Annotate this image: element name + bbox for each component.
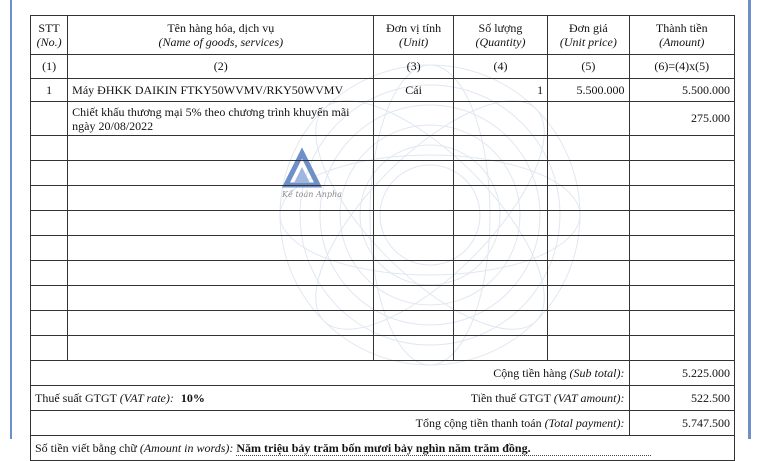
item-amount: 5.500.000 [629,79,734,102]
item-qty: 1 [453,79,547,102]
index-cell: (2) [68,55,374,79]
item-name: Máy ĐHKK DAIKIN FTKY50WVMV/RKY50WVMV [68,79,374,102]
index-cell: (1) [31,55,68,79]
subtotal-label [31,361,630,386]
item-amount: 275.000 [629,102,734,136]
vat-amount-value: 522.500 [629,386,734,411]
right-border [748,0,751,439]
col-stt-label-en: (No.) [36,35,62,49]
index-cell: (5) [548,55,629,79]
index-cell: (6)=(4)x(5) [629,55,734,79]
index-row [31,55,735,79]
vat-amount-label: Tiền thuế GTGT [470,390,551,405]
col-amount-label: Thành tiền [655,21,708,35]
col-price-label: Đơn giá [569,21,608,35]
subtotal-label-vi: Cộng tiền hàng [493,365,567,380]
col-goods [68,16,374,55]
col-price [548,16,629,55]
words-label: Số tiền viết bằng chữ [35,440,137,455]
col-goods-label: Tên hàng hóa, dịch vụ [167,21,275,35]
col-amount-label-en: (Amount) [659,35,705,49]
item-price: 5.500.000 [548,79,629,102]
empty-row [31,261,735,286]
header-row [31,16,735,55]
empty-row [31,336,735,361]
empty-row [31,186,735,211]
col-qty [453,16,547,55]
total-value: 5.747.500 [629,411,734,436]
total-label [31,411,630,436]
index-cell: (3) [374,55,453,79]
col-unit-label: Đơn vị tính [386,21,442,35]
empty-row [31,286,735,311]
col-stt [31,16,68,55]
subtotal-value: 5.225.000 [629,361,734,386]
subtotal-label-en: (Sub total): [569,365,625,380]
empty-row [31,311,735,336]
col-amount [629,16,734,55]
index-cell: (4) [453,55,547,79]
item-stt: 1 [31,79,68,102]
vat-rate-label: Thuế suất GTGT [35,390,117,405]
col-unit [374,16,453,55]
vat-row [31,386,735,411]
item-unit: Cái [374,79,453,102]
col-qty-label: Số lượng [478,21,523,35]
item-stt [31,102,68,136]
col-goods-label-en: (Name of goods, services) [158,35,284,49]
subtotal-row [31,361,735,386]
words-cell [31,436,735,461]
table-row [31,79,735,102]
total-row [31,411,735,436]
table-row [31,102,735,136]
empty-row [31,236,735,261]
invoice-table [30,15,735,461]
col-price-label-en: (Unit price) [559,35,617,49]
empty-row [31,211,735,236]
item-price [548,102,629,136]
left-border [10,0,12,439]
vat-amount-label-en: (VAT amount): [553,390,625,405]
vat-rate-value: 10% [180,390,205,405]
item-unit [374,102,453,136]
empty-row [31,161,735,186]
col-stt-label: STT [38,21,60,35]
invoice-sheet [30,15,735,455]
words-row [31,436,735,461]
logo-text: Kế toán Anpha [282,190,342,199]
amount-in-words: Năm triệu bảy trăm bốn mươi bảy nghìn năm trăm đồng. [236,441,650,456]
col-qty-label-en: (Quantity) [475,35,526,49]
col-unit-label-en: (Unit) [398,35,429,49]
vat-cell [31,386,630,411]
item-qty [453,102,547,136]
total-label-vi: Tổng cộng tiền thanh toán [415,415,542,430]
empty-row [31,136,735,161]
total-label-en: (Total payment): [544,415,625,430]
words-label-en: (Amount in words): [139,440,234,455]
item-name: Chiết khấu thương mại 5% theo chương trình khuyến mãi ngày 20/08/2022 [68,102,374,136]
vat-rate-label-en: (VAT rate): [119,390,174,405]
